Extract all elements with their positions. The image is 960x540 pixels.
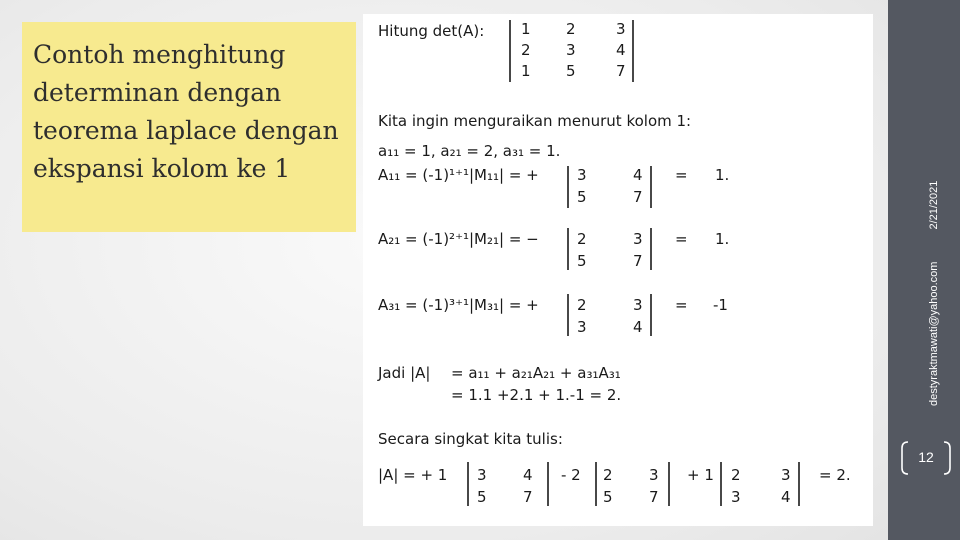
page-number [896, 438, 956, 478]
m31-result: -1 [713, 296, 728, 314]
m31-cell: 3 [633, 296, 643, 314]
entries-text: a₁₁ = 1, a₂₁ = 2, a₃₁ = 1. [378, 142, 561, 160]
intro-text: Kita ingin menguraikan menurut kolom 1: [378, 112, 692, 130]
final-lhs: |A| = + 1 [378, 466, 448, 484]
cofactor-a21-lhs: A₂₁ = (-1)²⁺¹|M₂₁| = − [378, 230, 539, 248]
singkat-label: Secara singkat kita tulis: [378, 430, 563, 448]
m11-eq: = [675, 166, 688, 184]
scanned-document [363, 14, 873, 526]
m11-cell: 3 [577, 166, 587, 184]
slide-date: 2/21/2021 [928, 180, 940, 230]
matrix-a-cell: 1 [521, 20, 531, 38]
matrix-a-cell: 1 [521, 62, 531, 80]
cofactor-a11-lhs: A₁₁ = (-1)¹⁺¹|M₁₁| = + [378, 166, 539, 184]
cofactor-a31-lhs: A₃₁ = (-1)³⁺¹|M₃₁| = + [378, 296, 539, 314]
m11-cell: 4 [633, 166, 643, 184]
m31-cell: 4 [633, 318, 643, 336]
final-op3: + 1 [687, 466, 714, 484]
m31-cell: 3 [577, 318, 587, 336]
final-rhs: = 2. [819, 466, 851, 484]
matrix-a-cell: 5 [566, 62, 576, 80]
matrix-a-cell: 3 [616, 20, 626, 38]
jadi-line-2: = 1.1 +2.1 + 1.-1 = 2. [451, 386, 622, 404]
fm3-cell: 4 [781, 488, 791, 506]
m21-cell: 5 [577, 252, 587, 270]
fm2-cell: 3 [649, 466, 659, 484]
fm2-cell: 2 [603, 466, 613, 484]
fm1-cell: 4 [523, 466, 533, 484]
document-svg [363, 14, 873, 526]
fm1-cell: 7 [523, 488, 533, 506]
m21-cell: 7 [633, 252, 643, 270]
slide-title: Contoh menghitung determinan dengan teorema laplace dengan ekspansi kolom ke 1 [33, 40, 339, 183]
m21-cell: 3 [633, 230, 643, 248]
m11-result: 1. [715, 166, 730, 184]
m21-result: 1. [715, 230, 730, 248]
jadi-label: Jadi |A| [378, 364, 431, 382]
m11-cell: 5 [577, 188, 587, 206]
matrix-a-cell: 2 [566, 20, 576, 38]
m31-cell: 2 [577, 296, 587, 314]
fm2-cell: 5 [603, 488, 613, 506]
m11-cell: 7 [633, 188, 643, 206]
matrix-a-cell: 7 [616, 62, 626, 80]
page-number-text: 12 [918, 449, 934, 465]
matrix-a-cell: 3 [566, 41, 576, 59]
author-email: destyraktmawati@yahoo.com [928, 261, 940, 406]
m21-cell: 2 [577, 230, 587, 248]
fm3-cell: 2 [731, 466, 741, 484]
fm1-cell: 3 [477, 466, 487, 484]
fm1-cell: 5 [477, 488, 487, 506]
fm3-cell: 3 [731, 488, 741, 506]
m21-eq: = [675, 230, 688, 248]
matrix-a-cell: 4 [616, 41, 626, 59]
hitung-label: Hitung det(A): [378, 22, 485, 40]
final-op2: - 2 [561, 466, 581, 484]
matrix-a-cell: 2 [521, 41, 531, 59]
footer-meta [928, 181, 940, 406]
m31-eq: = [675, 296, 688, 314]
fm2-cell: 7 [649, 488, 659, 506]
jadi-line-1: = a₁₁ + a₂₁A₂₁ + a₃₁A₃₁ [451, 364, 621, 382]
fm3-cell: 3 [781, 466, 791, 484]
